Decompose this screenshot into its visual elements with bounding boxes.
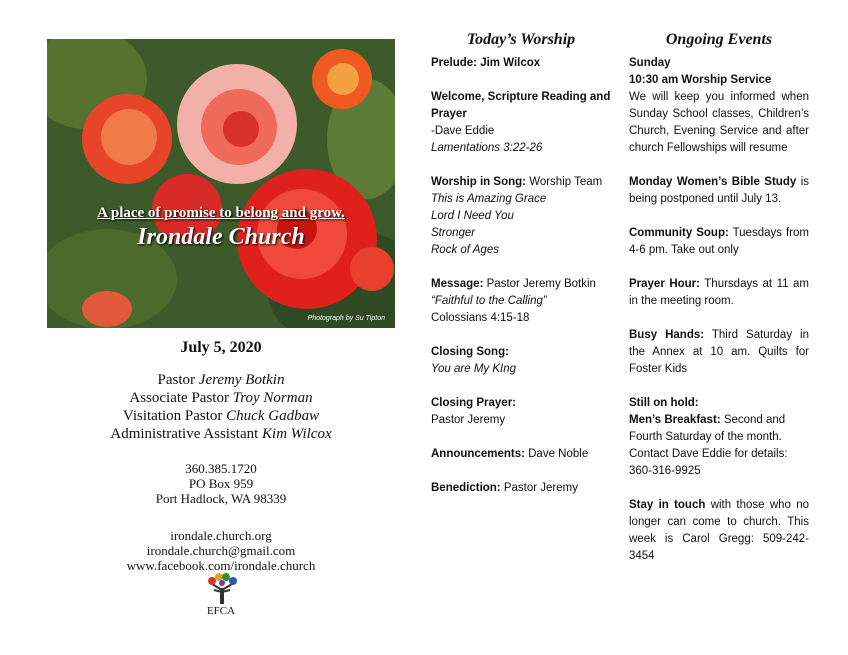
facebook-link[interactable]: www.facebook.com/irondale.church <box>126 558 316 573</box>
worship-order <box>431 30 611 514</box>
staff-visitation-pastor: Visitation Pastor Chuck Gadbaw <box>122 408 320 424</box>
photo-credit: Photograph by Su Tipton <box>307 315 385 322</box>
event-sunday: Sunday 10:30 am Worship Service We will keep you informed when Sunday School classes, Children’s Church, Evening Service and after church Fellowships will resume <box>629 57 809 154</box>
events-title: Ongoing Events <box>665 31 773 48</box>
prelude: Prelude: Jim Wilcox <box>431 57 541 69</box>
staff-admin-assistant: Administrative Assistant Kim Wilcox <box>110 426 332 442</box>
benediction: Benediction: Pastor Jeremy <box>431 482 578 494</box>
contact-info <box>47 461 395 506</box>
staff-pastor: Pastor Jeremy Botkin <box>157 372 285 388</box>
po-box: PO Box 959 <box>188 476 254 491</box>
event-stay-in-touch: Stay in touch with those who no longer can come to church. This week is Carol Gregg: 509-242-3454 <box>629 499 810 562</box>
rose-photo-image <box>47 39 395 328</box>
message-section: Message: Pastor Jeremy Botkin “Faithful to the Calling” Colossians 4:15-18 <box>431 278 596 324</box>
welcome-section: Welcome, Scripture Reading and Prayer -Dave Eddie Lamentations 3:22-26 <box>431 91 611 154</box>
event-on-hold: Still on hold: Men’s Breakfast: Second and Fourth Saturday of the month. Contact Dave Eddie for details: 360-316-9925 <box>629 397 788 477</box>
church-name-heading: Irondale Church <box>137 224 305 250</box>
church-tagline: A place of promise to belong and grow. <box>97 205 345 221</box>
ongoing-events <box>629 30 809 582</box>
website-link[interactable]: irondale.church.org <box>170 528 272 543</box>
email-link[interactable]: irondale.church@gmail.com <box>146 543 296 558</box>
cover-photo <box>47 39 395 328</box>
song-title: This is Amazing Grace <box>431 193 547 205</box>
city-address: Port Hadlock, WA 98339 <box>155 491 287 506</box>
closing-prayer: Closing Prayer: Pastor Jeremy <box>431 397 516 426</box>
bulletin-date: July 5, 2020 <box>180 339 262 356</box>
event-prayer-hour: Prayer Hour: Thursdays at 11 am in the meeting room. <box>629 278 809 307</box>
web-links <box>47 528 395 573</box>
efca-label: EFCA <box>206 605 236 617</box>
staff-associate-pastor: Associate Pastor Troy Norman <box>129 390 313 406</box>
event-community-soup: Community Soup: Tuesdays from 4-6 pm. Take out only <box>629 227 809 256</box>
closing-song: Closing Song: You are My KIng <box>431 346 517 375</box>
staff-list <box>47 371 395 443</box>
song-title: Stronger <box>431 227 476 239</box>
worship-title: Today’s Worship <box>466 31 576 48</box>
worship-in-song: Worship in Song: Worship Team This is Amazing Grace Lord I Need You Stronger Rock of Ages <box>431 174 611 259</box>
song-title: Lord I Need You <box>431 210 514 222</box>
efca-tree-icon <box>204 572 240 606</box>
announcements: Announcements: Dave Noble <box>431 448 589 460</box>
event-busy-hands: Busy Hands: Third Saturday in the Annex at 10 am. Quilts for Foster Kids <box>629 329 809 375</box>
song-title: Rock of Ages <box>431 244 499 256</box>
event-bible-study: Monday Women’s Bible Study is being postponed until July 13. <box>629 176 809 205</box>
phone-number: 360.385.1720 <box>185 461 257 476</box>
